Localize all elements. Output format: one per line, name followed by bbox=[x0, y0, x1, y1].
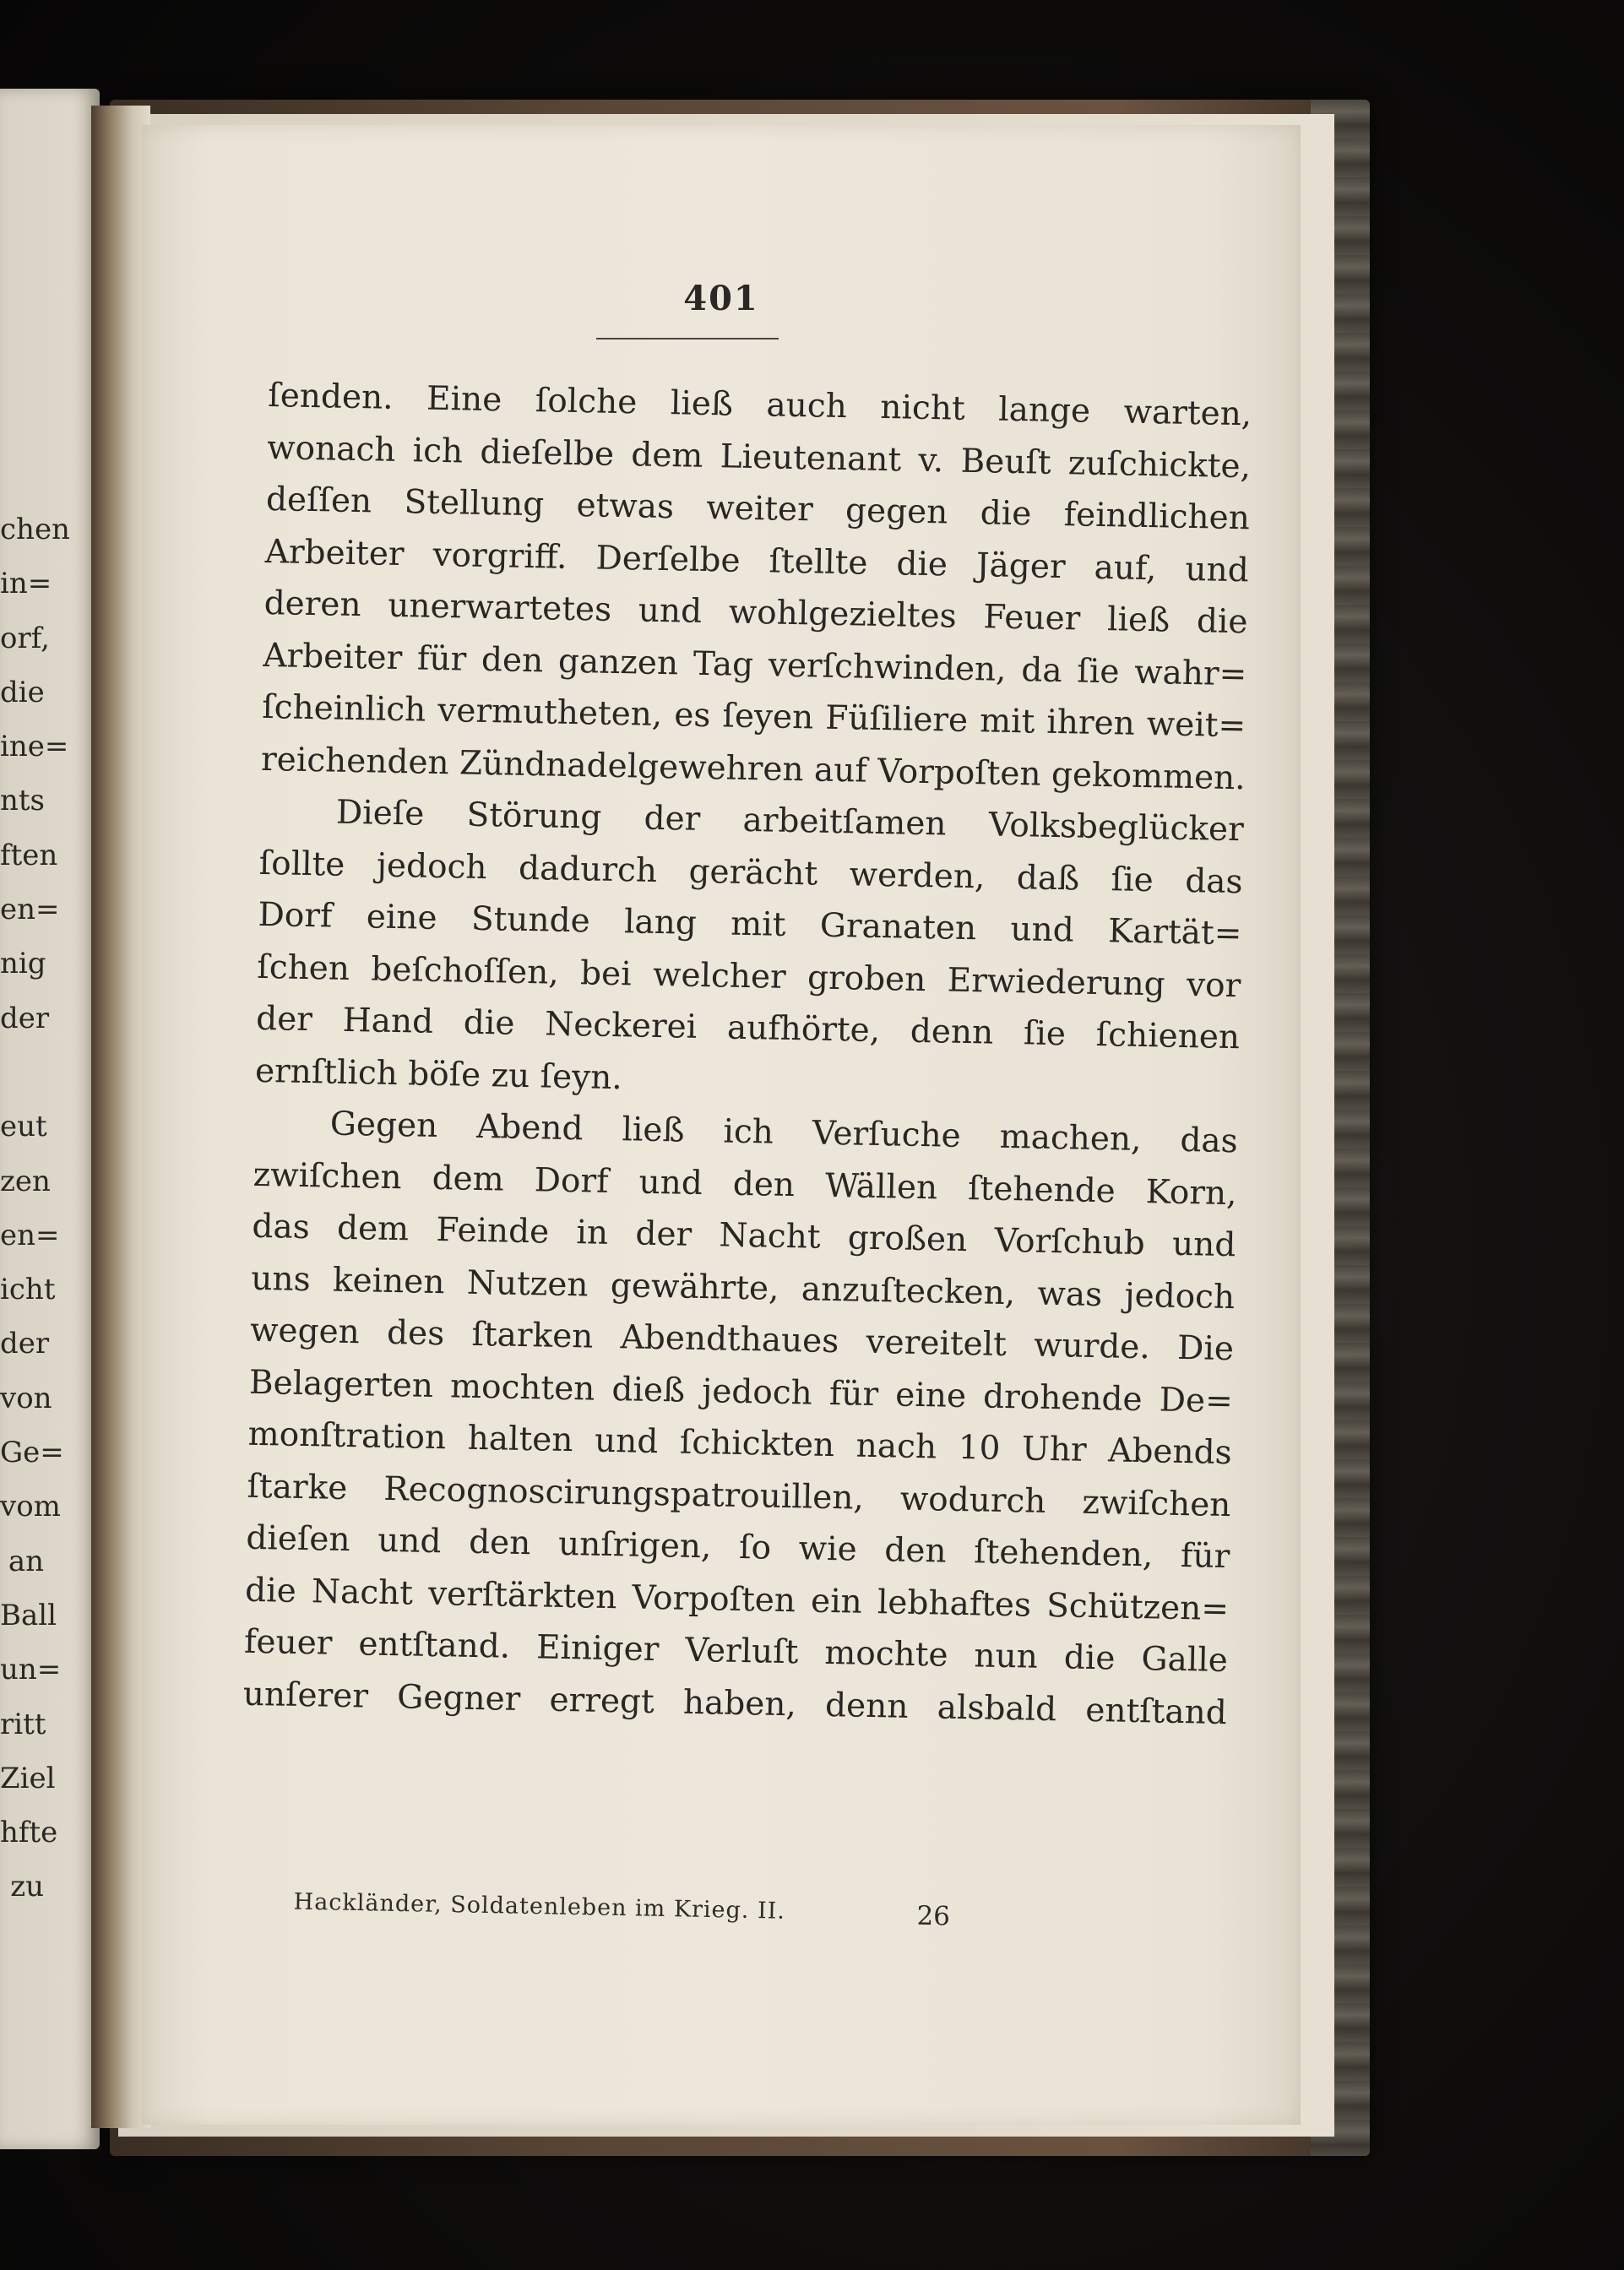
left-line: en= bbox=[0, 893, 60, 927]
left-line: ritt bbox=[0, 1707, 46, 1741]
left-line: chen bbox=[0, 513, 70, 546]
left-line: orf, bbox=[0, 621, 50, 655]
text-line: reichenden Zündnadelgewehren auf Vorpoſten gekommen. bbox=[260, 740, 1247, 797]
text-line: ernſtlich böſe zu ſeyn. bbox=[254, 1051, 623, 1097]
text-line: ſollte jedoch dadurch gerächt werden, daß ſie das bbox=[258, 844, 1244, 901]
left-line: Ball bbox=[0, 1598, 57, 1632]
text-line: zwiſchen dem Dorf und den Wällen ſtehende Korn, bbox=[253, 1155, 1237, 1213]
sheet-number: 26 bbox=[916, 1900, 951, 1932]
text-line: Gegen Abend ließ ich Verſuche machen, das bbox=[329, 1105, 1239, 1161]
text-line: uns keinen Nutzen gewährte, anzuſtecken, was jedoch bbox=[250, 1259, 1236, 1317]
footer-signature: Hackländer, Soldatenleben im Krieg. II. bbox=[293, 1888, 786, 1925]
text-line: wegen des ſtarken Abendthaues vereitelt wurde. Die bbox=[249, 1311, 1235, 1369]
left-line: eut bbox=[0, 1110, 47, 1144]
left-line: hfte bbox=[0, 1816, 58, 1850]
text-line: Dorf eine Stunde lang mit Granaten und Kartät= bbox=[258, 895, 1242, 953]
left-line: Ge= bbox=[0, 1436, 64, 1470]
left-line: zen bbox=[0, 1164, 51, 1198]
left-line: en= bbox=[0, 1218, 60, 1252]
left-line: in= bbox=[0, 567, 52, 601]
page-number: 401 bbox=[683, 279, 759, 318]
left-line: un= bbox=[0, 1653, 62, 1687]
left-line bbox=[0, 1045, 44, 1100]
left-line: die bbox=[0, 675, 45, 709]
text-line: ſcheinlich vermutheten, es ſeyen Füſiliere mit ihren weit= bbox=[261, 687, 1247, 746]
left-line: an bbox=[8, 1544, 44, 1578]
text-line: feuer entſtand. Einiger Verluſt mochte nun die Galle bbox=[243, 1622, 1229, 1681]
left-line: nig bbox=[0, 947, 46, 981]
text-line: wonach ich dieſelbe dem Lieutenant v. Beuſt zuſchickte, bbox=[266, 428, 1252, 486]
left-line: Ziel bbox=[0, 1761, 56, 1795]
left-line: nts bbox=[0, 784, 46, 818]
text-line: unſerer Gegner erregt haben, denn alsbald entſtand bbox=[242, 1675, 1228, 1732]
left-line: der bbox=[0, 1327, 50, 1361]
left-line: icht bbox=[0, 1273, 56, 1307]
text-line: ſtarke Recognoscirungspatrouillen, wodurch zwiſchen bbox=[247, 1467, 1231, 1524]
body-text bbox=[242, 370, 1252, 1739]
text-line: Dieſe Störung der arbeitſamen Volksbeglücker bbox=[335, 793, 1245, 850]
text-line: Arbeiter vorgriff. Derſelbe ſtellte die Jäger auf, und bbox=[264, 532, 1250, 589]
left-line: ine= bbox=[0, 730, 69, 764]
text-line: dieſen und den unſrigen, ſo wie den ſtehenden, für bbox=[246, 1518, 1230, 1577]
text-line: Arbeiter für den ganzen Tag verſchwinden, da ſie wahr= bbox=[263, 636, 1247, 693]
text-line: der Hand die Neckerei aufhörte, denn ſie ſchienen bbox=[255, 999, 1241, 1057]
text-line: das dem Feinde in der Nacht großen Vorſchub und bbox=[252, 1207, 1236, 1265]
left-line: vom bbox=[0, 1490, 61, 1524]
left-page-text bbox=[0, 502, 70, 1914]
page-footer bbox=[141, 1886, 1301, 1950]
left-page bbox=[0, 89, 100, 2149]
left-line: der bbox=[0, 1001, 50, 1035]
left-line: zu bbox=[10, 1870, 44, 1904]
text-line: ſchen beſchoſſen, bei welcher groben Erwiederung vor bbox=[256, 948, 1241, 1005]
text-line: ſenden. Eine ſolche ließ auch nicht lange warten, bbox=[267, 376, 1252, 434]
text-line: monſtration halten und ſchickten nach 10 Uhr Abends bbox=[247, 1415, 1233, 1473]
left-line: von bbox=[0, 1381, 52, 1415]
right-page bbox=[142, 125, 1301, 2125]
text-line: die Nacht verſtärkten Vorpoſten ein lebhaftes Schützen= bbox=[244, 1571, 1230, 1628]
text-line: deſſen Stellung etwas weiter gegen die feindlichen bbox=[265, 480, 1251, 538]
text-line: deren unerwartetes und wohlgezieltes Feuer ließ die bbox=[263, 584, 1248, 642]
text-line: Belagerten mochten dieß jedoch für eine drohende De= bbox=[248, 1363, 1234, 1420]
left-line: ften bbox=[0, 838, 58, 872]
header-rule bbox=[596, 338, 779, 339]
